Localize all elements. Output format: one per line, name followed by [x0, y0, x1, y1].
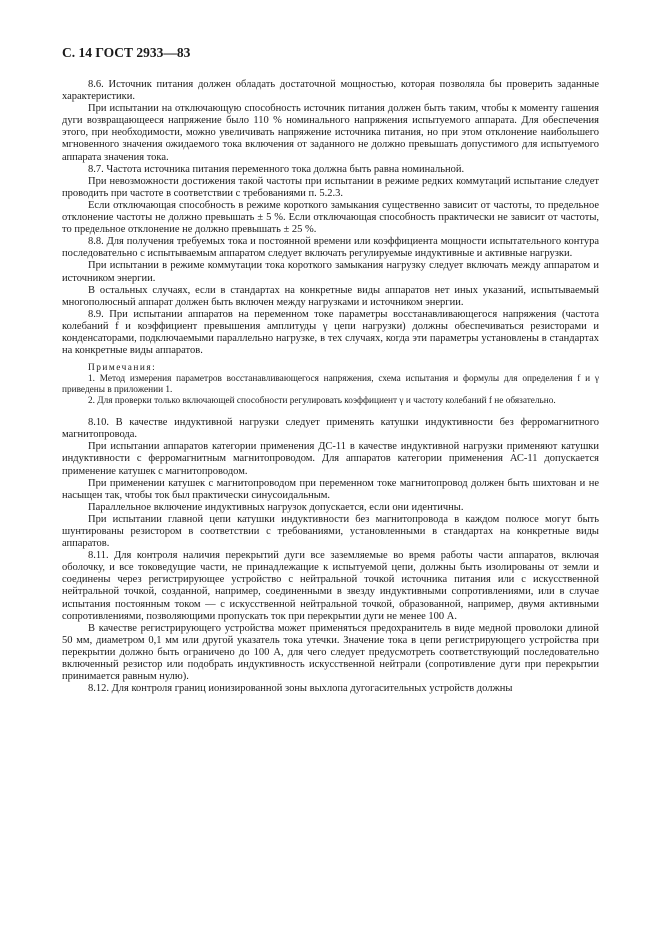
note-item: 2. Для проверки только включающей способности регулировать коэффициент γ и частоту колебаний f не обязательно. [88, 396, 556, 407]
paragraph: 8.10. В качестве индуктивной нагрузки следует применять катушки индуктивности без ферромагнитного магнитопровода. [62, 417, 599, 441]
paragraph: 8.11. Для контроля наличия перекрытий дуги все заземляемые во время работы части аппаратов, включая оболочку, и все токоведущие части, не принадлежащие к испытуемой цепи, должны быть изолированы от земли и соединены через регистрирующее устройство с нейтральной точкой источника питания или с искусственной нейтральной точкой, созданной, например, соединенными в звезду индуктивными сопротивлениями, или в случае испытания постоянным током — с искусственной нейтральной точкой, образованной, например, двумя активными сопротивлениями, позволяющими пропускать ток при перекрытии дуги не менее 100 А. [62, 550, 599, 622]
paragraph: При испытании на отключающую способность источник питания должен быть таким, чтобы к моменту гашения дуги возвращающееся напряжение было 110 % номинального напряжения испытуемого аппарата. Для обеспечения этого, при необходимости, можно увеличивать напряжение источника питания, но при этом отклонение наибольшего мгновенного значения ожидаемого тока включения от заданного не должно превышать допустимого для испытуемого аппарата значения тока. [62, 103, 599, 163]
section-continued [62, 417, 599, 695]
paragraph: 8.7. Частота источника питания переменного тока должна быть равна номинальной. [88, 163, 465, 175]
paragraph: При испытании аппаратов категории применения ДС-11 в качестве индуктивной нагрузки применяют катушки индуктивности с ферромагнитным магнитопроводом. Для аппаратов категории применения АС-11 допускается применение катушек с магнитопроводом. [62, 441, 599, 477]
paragraph: 8.8. Для получения требуемых тока и постоянной времени или коэффициента мощности испытательного контура последовательно с испытываемым аппаратом следует включать регулируемые индуктивные и активные нагрузки. [62, 236, 599, 260]
paragraph: Параллельное включение индуктивных нагрузок допускается, если они идентичны. [88, 501, 464, 513]
notes-heading: Примечания: [88, 363, 157, 374]
paragraph: При применении катушек с магнитопроводом при переменном токе магнитопровод должен быть шихтован и не насыщен так, чтобы ток был практически синусоидальным. [62, 477, 599, 501]
paragraph: В качестве регистрирующего устройства может применяться предохранитель в виде медной проволоки длиной 50 мм, диаметром 0,1 мм или другой указатель тока утечки. Значение тока в цепи регистрирующего устройства при перекрытии должно быть ограничено до 100 А, для чего следует предусмотреть соответствующий последовательно включенный резистор или подобрать индуктивность искусственной нейтрали (сопротивление дуги при перекрытии принимается равным нулю). [62, 622, 599, 683]
paragraph: 8.6. Источник питания должен обладать достаточной мощностью, которая позволяла бы проверить заданные характеристики. [62, 79, 599, 103]
paragraph: 8.9. При испытании аппаратов на переменном токе параметры восстанавливающегося напряжения (частота колебаний f и коэффициент превышения амплитуды γ цепи нагрузки) должны обеспечиваться резисторами и конденсаторами, подключаемыми параллельно нагрузке, в тех случаях, когда эти параметры установлены в стандартах на конкретные виды аппаратов. [62, 308, 599, 357]
paragraph: Если отключающая способность в режиме короткого замыкания существенно зависит от частоты, то предельное отклонение частоты не должно превышать ± 5 %. Если отключающая способность практически не зависит от частоты, то предельное отклонение не должно превышать ± 25 %. [62, 199, 599, 236]
page-header: С. 14 ГОСТ 2933—83 [62, 45, 191, 60]
notes-block [62, 363, 599, 407]
note-item: 1. Метод измерения параметров восстанавливающегося напряжения, схема испытания и формулы для определения f и γ приведены в приложении 1. [62, 374, 599, 396]
document-body [62, 79, 599, 695]
paragraph: 8.12. Для контроля границ ионизированной зоны выхлопа дугогасительных устройств должны [88, 683, 513, 695]
paragraph: В остальных случаях, если в стандартах на конкретные виды аппаратов нет иных указаний, испытываемый многополюсный аппарат должен быть включен между нагрузками и источником энергии. [62, 284, 599, 308]
paragraph: При невозможности достижения такой частоты при испытании в режиме редких коммутаций испытание следует проводить при частоте в соответствии с требованиями п. 5.2.3. [62, 175, 599, 199]
paragraph: При испытании главной цепи катушки индуктивности без магнитопровода в каждом полюсе могут быть шунтированы резистором в соответствии с требованиями, установленными в стандартах на конкретные виды аппаратов. [62, 513, 599, 550]
paragraph: При испытании в режиме коммутации тока короткого замыкания нагрузку следует включать между аппаратом и источником энергии. [62, 260, 599, 284]
